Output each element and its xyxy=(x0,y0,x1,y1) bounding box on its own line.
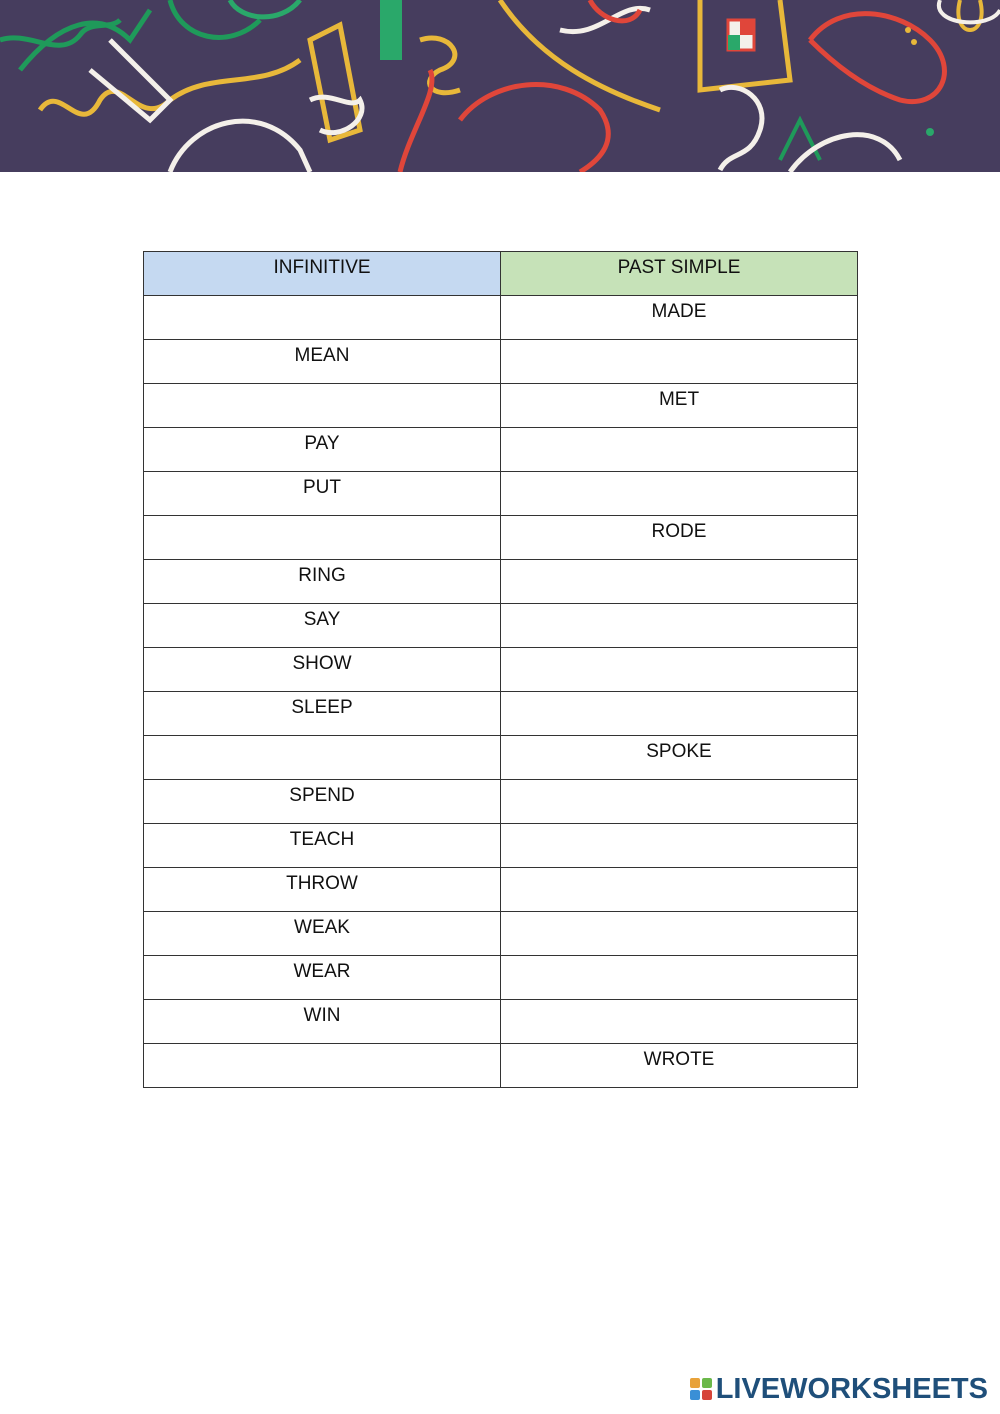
infinitive-cell: RING xyxy=(144,560,501,604)
infinitive-cell[interactable] xyxy=(144,516,501,560)
table-row xyxy=(144,384,858,428)
table-row xyxy=(144,780,858,824)
table-row xyxy=(144,560,858,604)
infinitive-cell: SHOW xyxy=(144,648,501,692)
table-row xyxy=(144,956,858,1000)
table-row xyxy=(144,1000,858,1044)
past-simple-cell[interactable] xyxy=(501,340,858,384)
past-simple-cell[interactable] xyxy=(501,1000,858,1044)
infinitive-cell: PAY xyxy=(144,428,501,472)
header-banner xyxy=(0,0,1000,172)
table-row xyxy=(144,1044,858,1088)
infinitive-cell[interactable] xyxy=(144,736,501,780)
table-row xyxy=(144,604,858,648)
table-row xyxy=(144,296,858,340)
infinitive-cell[interactable] xyxy=(144,296,501,340)
past-simple-cell: SPOKE xyxy=(501,736,858,780)
table-row xyxy=(144,868,858,912)
past-simple-cell: MET xyxy=(501,384,858,428)
table-row xyxy=(144,824,858,868)
verb-table xyxy=(143,251,858,1088)
past-simple-cell[interactable] xyxy=(501,472,858,516)
table-row xyxy=(144,912,858,956)
table-row xyxy=(144,516,858,560)
infinitive-cell: SAY xyxy=(144,604,501,648)
infinitive-cell: SLEEP xyxy=(144,692,501,736)
table-row xyxy=(144,340,858,384)
past-simple-cell: MADE xyxy=(501,296,858,340)
table-row xyxy=(144,428,858,472)
past-simple-cell[interactable] xyxy=(501,560,858,604)
past-simple-cell[interactable] xyxy=(501,956,858,1000)
infinitive-cell[interactable] xyxy=(144,1044,501,1088)
table-header-row xyxy=(144,252,858,296)
infinitive-cell[interactable] xyxy=(144,384,501,428)
past-simple-cell[interactable] xyxy=(501,692,858,736)
abstract-line-art-illustration xyxy=(0,0,1000,172)
infinitive-cell: THROW xyxy=(144,868,501,912)
past-simple-header: PAST SIMPLE xyxy=(501,252,858,296)
brand-name: LIVEWORKSHEETS xyxy=(715,1372,988,1405)
past-simple-cell: RODE xyxy=(501,516,858,560)
past-simple-cell[interactable] xyxy=(501,780,858,824)
infinitive-cell: SPEND xyxy=(144,780,501,824)
past-simple-cell[interactable] xyxy=(501,868,858,912)
past-simple-cell[interactable] xyxy=(501,428,858,472)
liveworksheets-logo-icon xyxy=(690,1378,712,1400)
past-simple-cell[interactable] xyxy=(501,912,858,956)
infinitive-header: INFINITIVE xyxy=(144,252,501,296)
infinitive-cell: PUT xyxy=(144,472,501,516)
past-simple-cell[interactable] xyxy=(501,604,858,648)
table-row xyxy=(144,692,858,736)
infinitive-cell: WIN xyxy=(144,1000,501,1044)
past-simple-cell[interactable] xyxy=(501,824,858,868)
table-row xyxy=(144,472,858,516)
liveworksheets-logo xyxy=(690,1372,988,1406)
infinitive-cell: WEAR xyxy=(144,956,501,1000)
past-simple-cell[interactable] xyxy=(501,648,858,692)
infinitive-cell: MEAN xyxy=(144,340,501,384)
table-row xyxy=(144,736,858,780)
table-row xyxy=(144,648,858,692)
infinitive-cell: TEACH xyxy=(144,824,501,868)
past-simple-cell: WROTE xyxy=(501,1044,858,1088)
infinitive-cell: WEAK xyxy=(144,912,501,956)
